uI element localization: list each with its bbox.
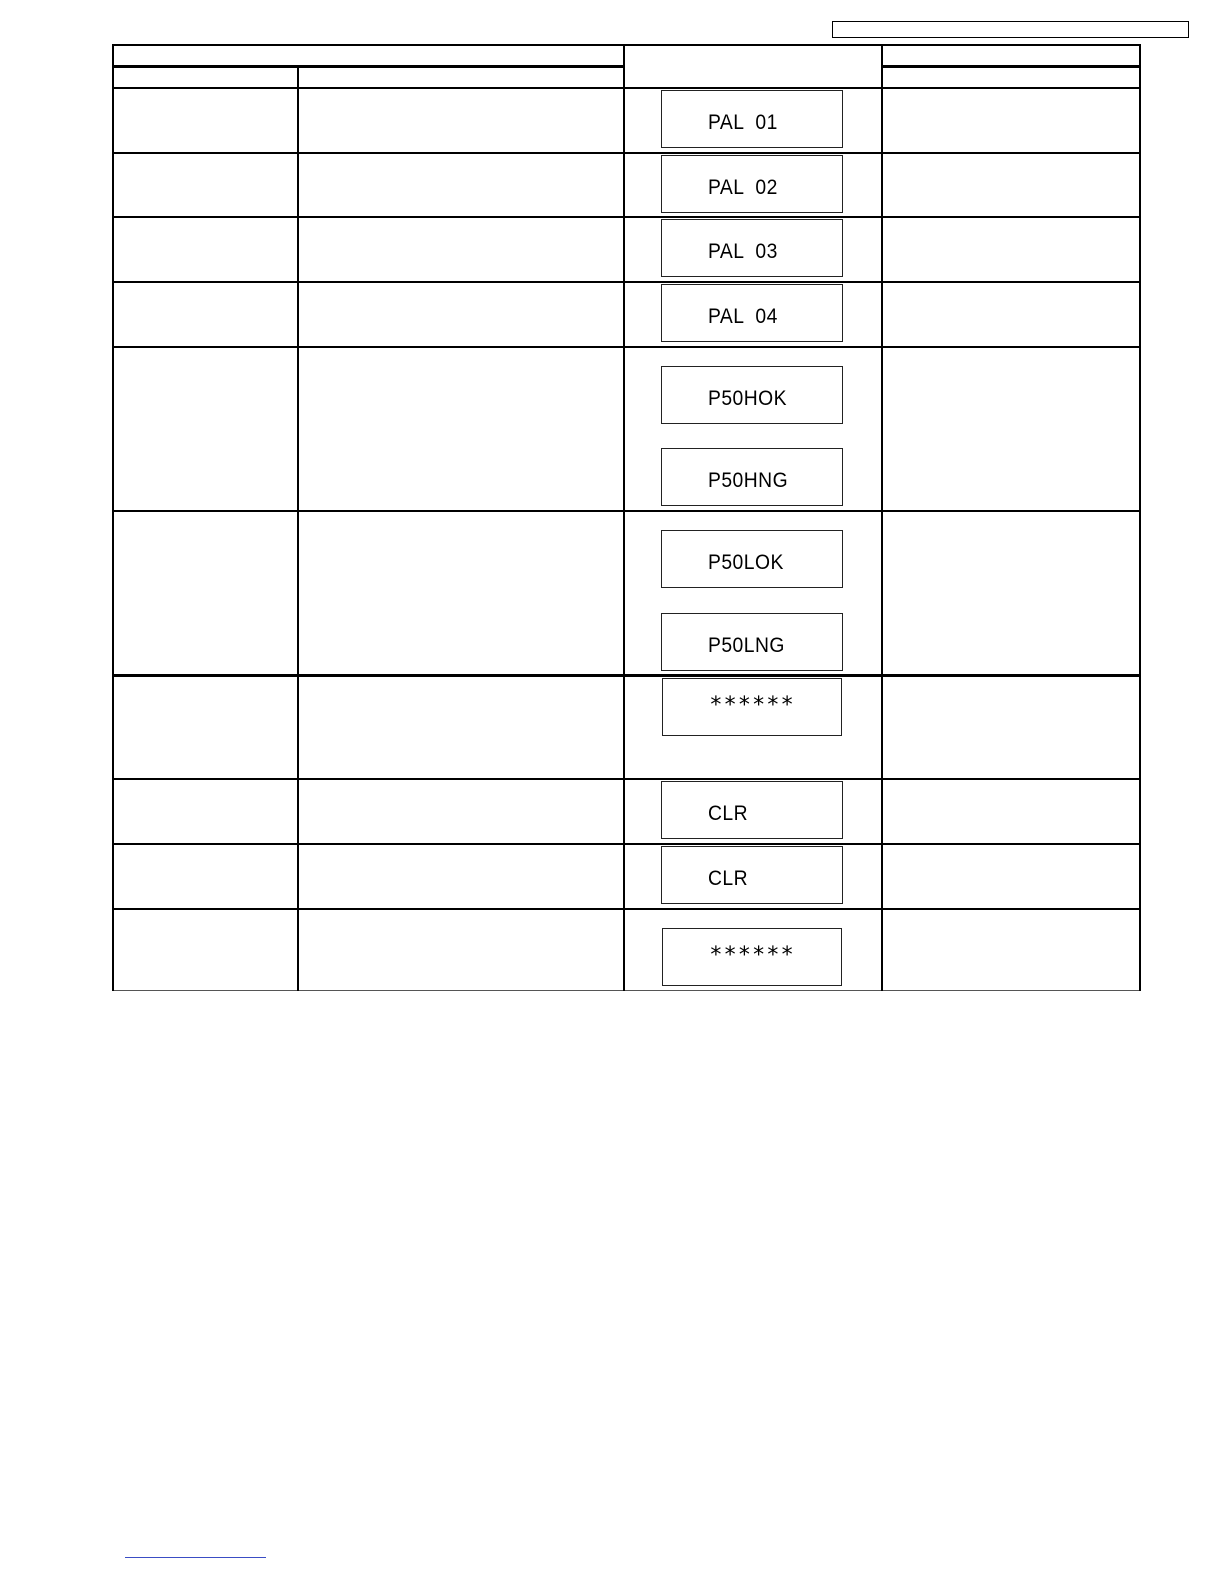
column-header [625,46,881,87]
display-readout [662,678,842,736]
column-divider [881,44,883,991]
display-text: PAL 02 [708,176,778,199]
display-readout [661,448,843,506]
column-header [299,67,623,87]
display-text: PAL 01 [708,111,778,134]
display-text: CLR [708,867,749,890]
display-text: P50LOK [708,551,784,574]
display-readout [661,530,843,588]
column-divider [623,44,625,991]
display-readout [661,155,843,213]
column-header [114,67,297,87]
display-text: ****** [709,943,795,968]
display-text: CLR [708,802,749,825]
row-divider [112,216,1141,218]
row-divider [112,843,1141,845]
column-divider [297,65,299,991]
row-divider [112,152,1141,154]
display-readout [661,781,843,839]
column-header [883,67,1139,87]
display-text: ****** [709,693,795,718]
footer-link[interactable] [125,1557,266,1558]
table-right-border [1139,44,1141,991]
display-text: PAL 03 [708,240,778,263]
display-text: P50HNG [708,469,789,492]
display-readout [661,846,843,904]
row-divider [112,510,1141,512]
header-bottom-border [112,87,1141,89]
row-divider [112,778,1141,780]
display-text: PAL 04 [708,305,778,328]
row-divider [112,346,1141,348]
display-text: P50HOK [708,387,788,410]
document-reference-box [832,21,1189,38]
row-divider [112,281,1141,283]
row-divider [112,908,1141,910]
display-readout [661,284,843,342]
display-readout [661,613,843,671]
table-left-border [112,44,114,991]
display-readout [661,219,843,277]
row-divider [112,674,1141,677]
display-readout [662,928,842,986]
display-text: P50LNG [708,634,785,657]
table-bottom-border [112,990,1141,991]
display-readout [661,90,843,148]
display-readout [661,366,843,424]
